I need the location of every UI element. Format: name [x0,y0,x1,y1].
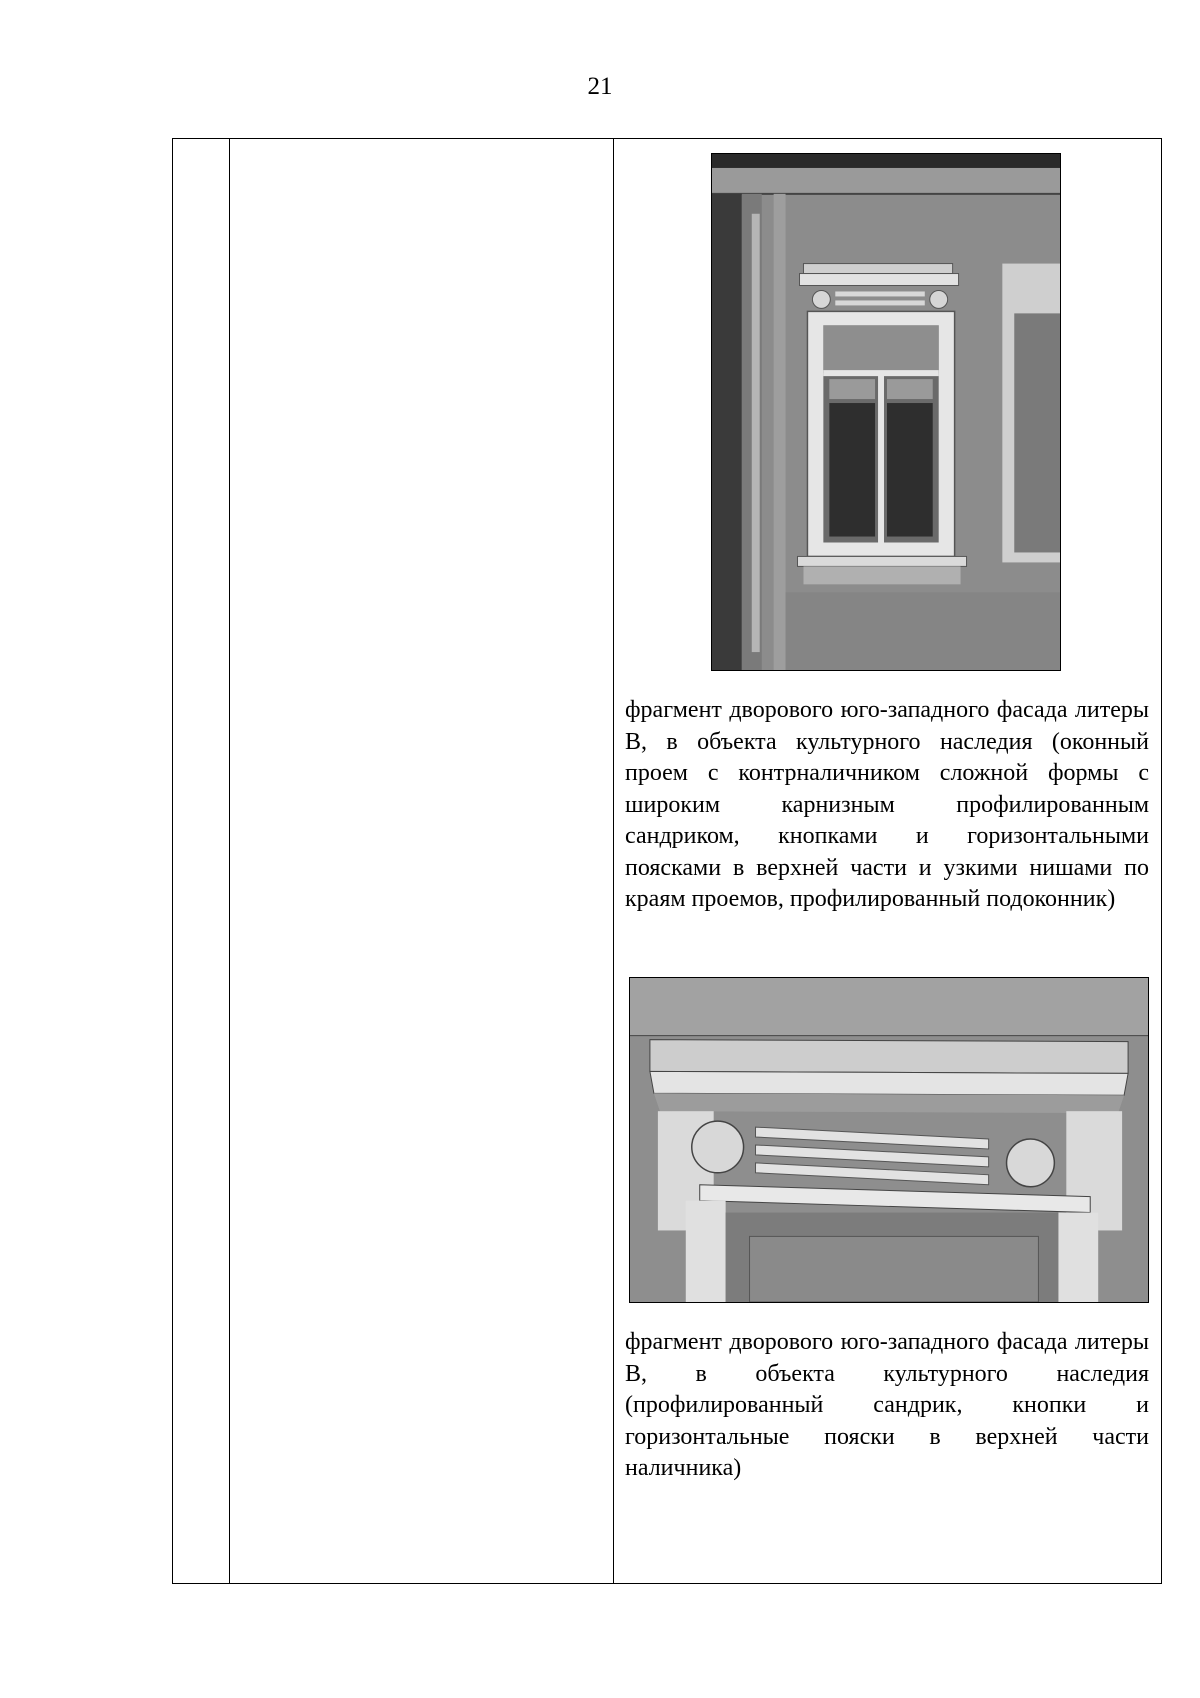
column-divider-2 [613,139,614,1583]
photo-cell [625,139,1149,1583]
description-table [172,138,1162,1584]
page-number: 21 [587,73,613,100]
sandrik-detail-photo [629,977,1149,1303]
photo-caption-1: фрагмент дворового юго-западного фасада литеры В, в объекта культурного наследия (оконный проем с контрналичником сложной формы с широким карнизным профилированным сандриком, кнопками и горизонтальными поясками в верхней части и узкими нишами по краям проемов, профилированный подоконник) [625,697,1149,912]
window-top-detail-image [630,978,1148,1302]
window-opening-image [712,154,1060,670]
photo-caption-2: фрагмент дворового юго-западного фасада литеры В, в объекта культурного наследия (профилированный сандрик, кнопки и горизонтальные пояски в верхней части наличника) [625,1329,1149,1481]
facade-window-photo [711,153,1061,671]
column-divider-1 [229,139,230,1583]
